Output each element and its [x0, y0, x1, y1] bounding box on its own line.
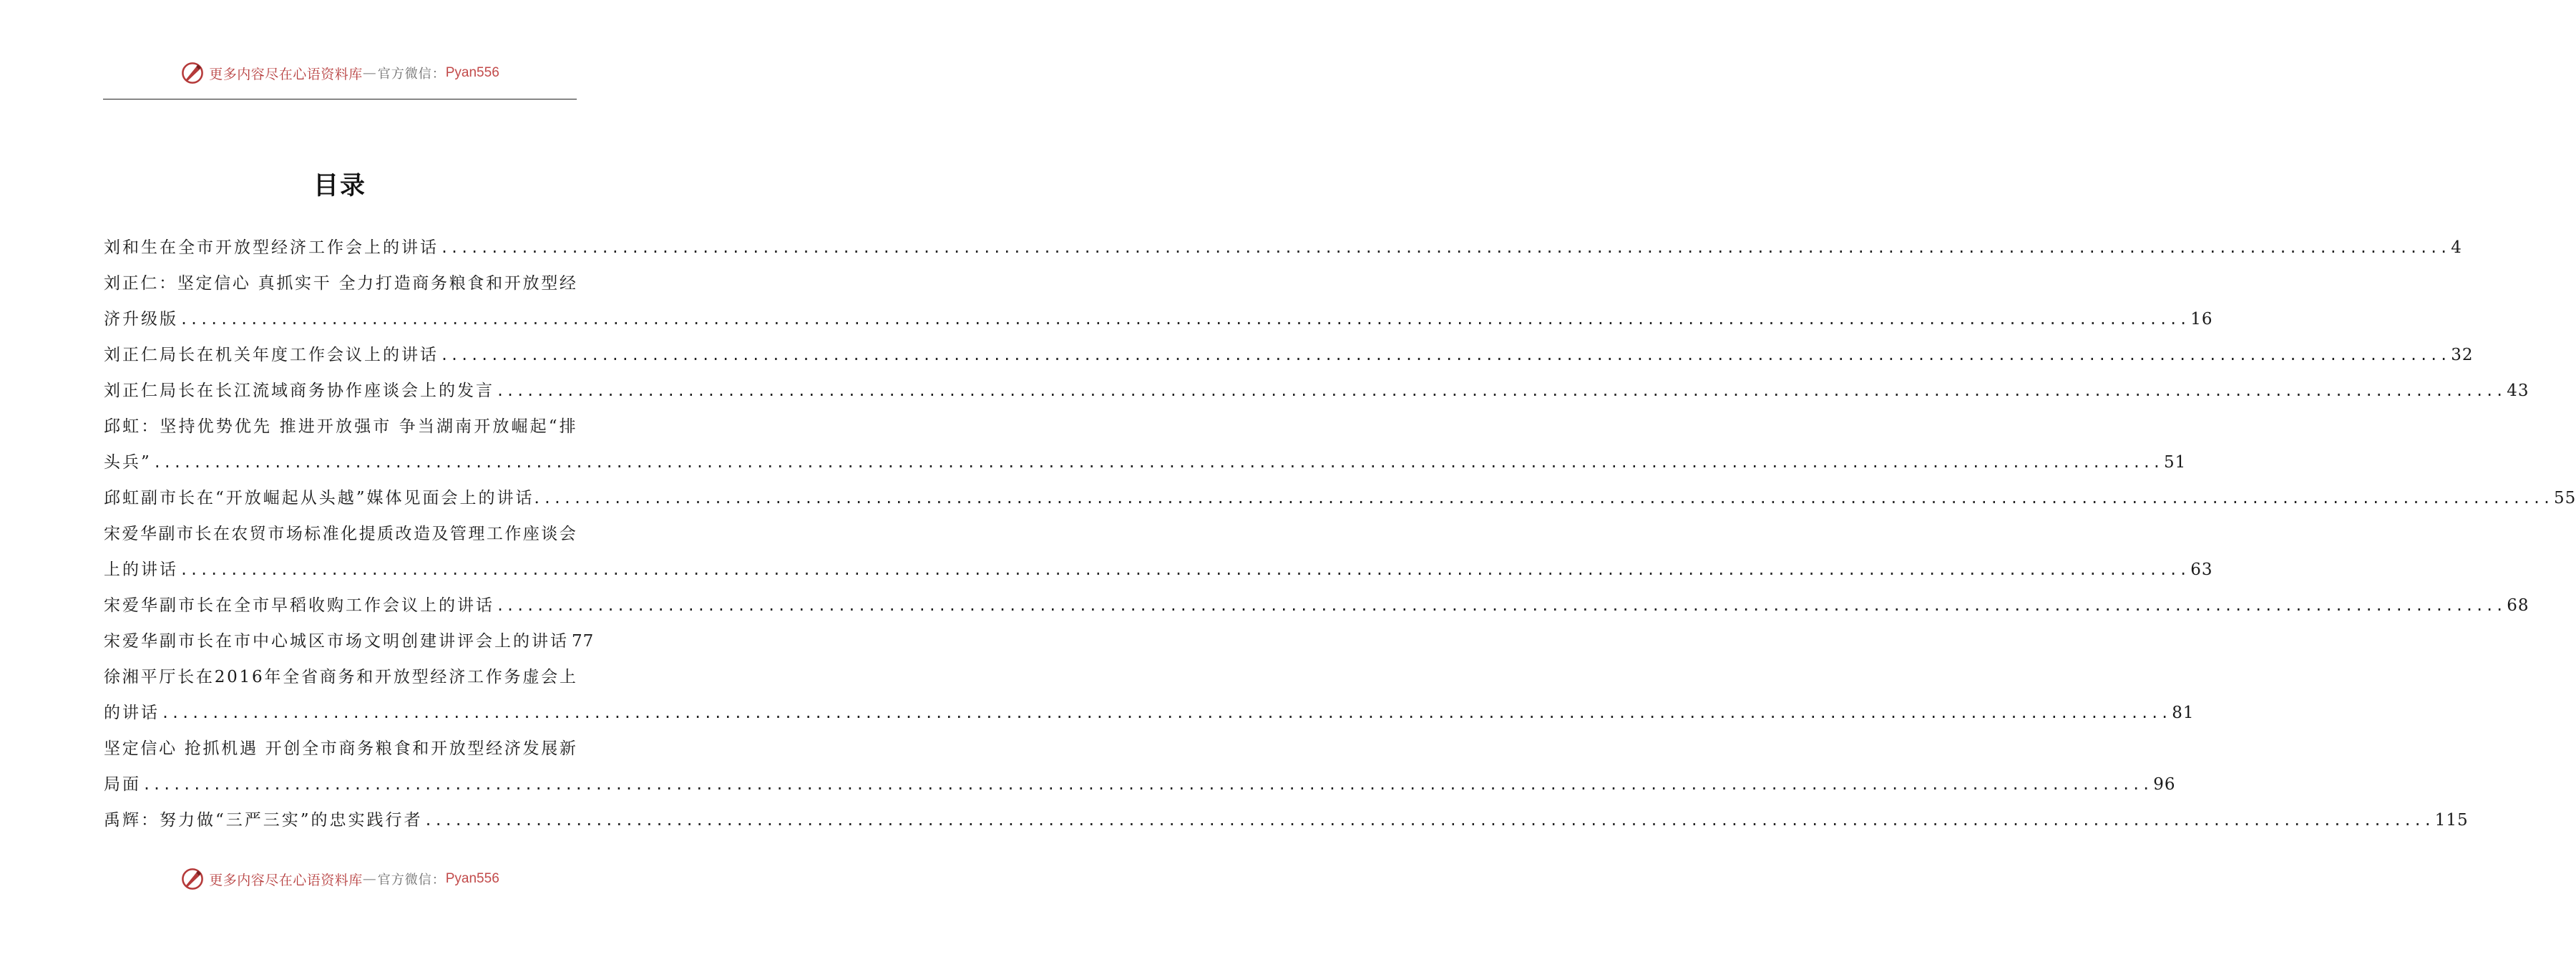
- toc-leader-dots: ........................................................................................................................................................................................................: [161, 704, 2171, 722]
- toc-leader-dots: ........................................................................................................................................................................................................: [496, 382, 2506, 399]
- toc-leader-dots: ........................................................................................................................................................................................................: [440, 346, 2450, 364]
- toc-page-number: 16: [2190, 310, 2213, 329]
- banner-wechat-label: 官方微信：: [377, 67, 446, 82]
- toc-leader-dots: ........................................................................................................................................................................................................: [142, 776, 2152, 793]
- banner-wechat-label: 官方微信：: [377, 873, 446, 888]
- toc-leader-dots: ........................................................................................................................................................................................................: [152, 454, 2162, 471]
- toc-entry-title: 宋爱华副市长在全市早稻收购工作会议上的讲话: [104, 596, 494, 615]
- toc-entry-title: 的讲话: [104, 704, 160, 722]
- header-banner: [0, 59, 680, 87]
- toc-entry-line: 宋 爱 华 副 市 长 在 农 贸 市 场 标 准 化 提 质 改 造 及 管 理 工 作 座 谈 会: [104, 525, 576, 543]
- banner-separator: —: [362, 871, 376, 887]
- page-title: 目录: [313, 171, 366, 200]
- toc-page-number: 32: [2451, 346, 2474, 364]
- toc-entry-title: 上的讲话: [104, 560, 178, 579]
- toc-entry-title: 宋爱华副市长在市中心城区市场文明创建讲评会上的讲话: [104, 632, 569, 651]
- banner-wechat-id: Pyan556: [445, 65, 499, 80]
- toc-leader-dots: ........................................................................................................................................................................................................: [440, 239, 2450, 256]
- banner-main-text: 更多内容尽在心语资料库: [209, 872, 363, 888]
- toc-entry-title: 邱虹副市长在“开放崛起从头越”媒体见面会上的讲话.: [104, 489, 542, 507]
- toc-leader-dots: ........................................................................................................................................................................................................: [180, 311, 2190, 328]
- toc-entry: [104, 301, 2213, 337]
- toc-leader-dots: ........................................................................................................................................................................................................: [542, 490, 2553, 507]
- pen-nib-logo-icon: [180, 61, 205, 85]
- toc-page-number: 51: [2163, 453, 2187, 472]
- toc-entry: [104, 480, 2576, 516]
- toc-entry-line: 邱 虹 ： 坚 持 优 势 优 先 推 进 开 放 强 市 争 当 湖 南 开 放 崛 起 “ 排: [104, 417, 576, 436]
- toc-entry: [104, 373, 2529, 409]
- toc-entry: [104, 552, 2213, 588]
- toc-entry-title: 局面: [104, 775, 141, 794]
- toc-entry: [104, 588, 2529, 623]
- toc-entry: [104, 337, 2474, 373]
- toc-page-number: 96: [2153, 775, 2176, 794]
- toc-leader-dots: ........................................................................................................................................................................................................: [424, 812, 2434, 829]
- toc-entry: [104, 767, 2176, 802]
- toc-entry-title: 刘正仁局长在机关年度工作会议上的讲话: [104, 346, 439, 364]
- toc-entry: [104, 623, 595, 659]
- toc-page-number: 115: [2434, 811, 2469, 830]
- pen-nib-logo-icon: [180, 867, 205, 891]
- toc-entry-line: 坚 定 信 心 抢 抓 机 遇 开 创 全 市 商 务 粮 食 和 开 放 型 经 济 发 展 新: [104, 739, 576, 758]
- toc-leader-dots: ........................................................................................................................................................................................................: [180, 561, 2190, 578]
- toc-page-number: 4: [2451, 238, 2462, 257]
- banner-main-text: 更多内容尽在心语资料库: [209, 66, 363, 82]
- toc-entry-line: 刘 正 仁 ： 坚 定 信 心 真 抓 实 干 全 力 打 造 商 务 粮 食 和 开 放 型 经: [104, 274, 576, 293]
- toc-entry: [104, 802, 2469, 838]
- toc-page-number: 81: [2172, 704, 2195, 722]
- banner-separator: —: [362, 65, 376, 81]
- toc-entry: [104, 230, 2462, 266]
- toc-entry-line: 徐 湘 平 厅 长 在 2 0 1 6 年 全 省 商 务 和 开 放 型 经 济 工 作 务 虚 会 上: [104, 668, 576, 686]
- toc-entry-title: 刘正仁局长在长江流域商务协作座谈会上的发言: [104, 382, 494, 400]
- toc-page-number: 77: [572, 632, 595, 651]
- table-of-contents: [104, 230, 2576, 838]
- toc-entry: [104, 695, 2195, 731]
- toc-leader-dots: ........................................................................................................................................................................................................: [496, 597, 2506, 614]
- toc-page-number: 43: [2507, 382, 2529, 400]
- toc-page-number: 55: [2554, 489, 2576, 507]
- toc-entry-title: 济升级版: [104, 310, 178, 329]
- toc-entry-title: 禹辉：努力做“三严三实”的忠实践行者: [104, 811, 423, 830]
- banner-wechat-id: Pyan556: [445, 871, 499, 886]
- toc-entry: [104, 444, 2187, 480]
- toc-page-number: 68: [2507, 596, 2529, 615]
- toc-entry-title: 头兵”: [104, 453, 152, 472]
- footer-banner: [0, 865, 680, 893]
- toc-page-number: 63: [2190, 560, 2213, 579]
- toc-entry-title: 刘和生在全市开放型经济工作会上的讲话: [104, 238, 439, 257]
